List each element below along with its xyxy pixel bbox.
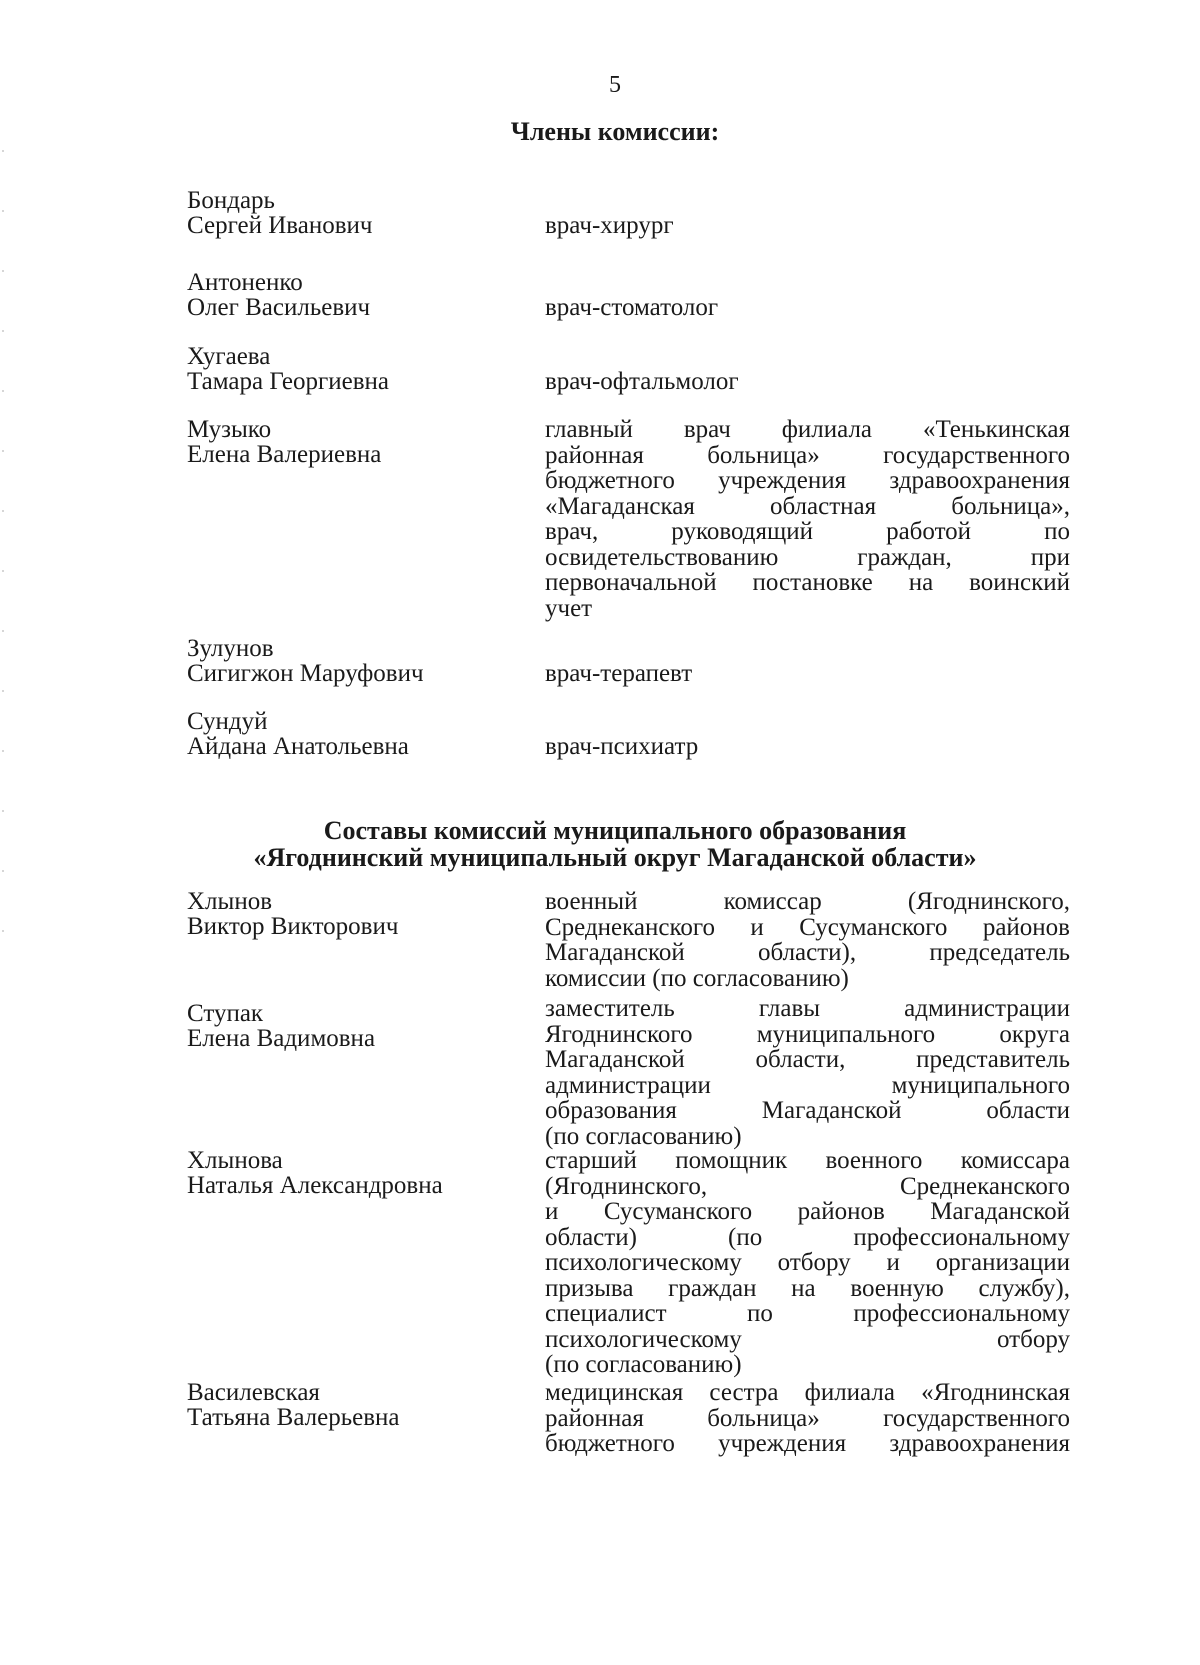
member-name-block — [187, 1380, 507, 1430]
role-line: старший помощник военного комиссара — [545, 1147, 1070, 1174]
member-name-block — [187, 709, 507, 759]
role-line: районная больница» государственного — [545, 1404, 1070, 1432]
role-line: учет — [545, 594, 593, 622]
member-name-block — [187, 889, 507, 939]
role-line: врач-хирург — [545, 212, 674, 239]
role-line: бюджетного учреждения здравоохранения — [545, 1430, 1070, 1457]
role-line: образования Магаданской области — [545, 1097, 1070, 1124]
role-line: районная больница» государственного — [545, 441, 1070, 469]
role-line: Среднеканского и Сусуманского районов — [545, 913, 1070, 941]
role-line: администрации муниципального — [545, 1071, 1070, 1099]
role-line: врач-офтальмолог — [545, 368, 739, 395]
role-line: (по согласованию) — [545, 1122, 742, 1150]
member-given-names: Елена Валериевна — [187, 441, 382, 468]
member-role — [545, 1380, 1070, 1457]
member-given-names: Олег Васильевич — [187, 294, 371, 321]
role-line: освидетельствованию граждан, при — [545, 543, 1070, 571]
role-line: Ягоднинского муниципального округа — [545, 1020, 1070, 1048]
member-surname: Бондарь — [187, 187, 275, 214]
role-line: врач, руководящий работой по — [545, 518, 1070, 545]
role-line: и Сусуманского районов Магаданской — [545, 1198, 1070, 1225]
member-name-block — [187, 1001, 507, 1051]
member-given-names: Айдана Анатольевна — [187, 733, 409, 760]
member-name-block — [187, 344, 507, 394]
member-role — [545, 417, 1070, 621]
role-line: специалист по профессиональному — [545, 1300, 1070, 1327]
member-surname: Василевская — [187, 1379, 320, 1406]
member-name-block — [187, 417, 507, 467]
section-heading-line-1: Составы комиссий муниципального образования — [323, 816, 907, 845]
page-number: 5 — [609, 72, 621, 98]
role-line: «Магаданская областная больница», — [545, 492, 1070, 520]
role-line: Магаданской области, представитель — [545, 1046, 1070, 1073]
role-line: медицинская сестра филиала «Ягоднинская — [545, 1379, 1070, 1406]
role-line: (Ягоднинского, Среднеканского — [545, 1172, 1070, 1200]
member-role — [545, 1148, 1070, 1378]
role-line: главный врач филиала «Тенькинская — [545, 416, 1070, 443]
section-heading-members: Члены комиссии: — [510, 117, 720, 146]
member-role — [545, 734, 1070, 760]
member-name-block — [187, 270, 507, 320]
member-name-block — [187, 636, 507, 686]
role-line: военный комиссар (Ягоднинского, — [545, 888, 1070, 915]
member-given-names: Наталья Александровна — [187, 1172, 443, 1199]
role-line: (по согласованию) — [545, 1351, 742, 1378]
role-line: врач-стоматолог — [545, 294, 719, 321]
role-line: врач-психиатр — [545, 733, 699, 760]
member-given-names: Елена Вадимовна — [187, 1025, 376, 1052]
member-surname: Антоненко — [187, 269, 303, 296]
member-surname: Музыко — [187, 416, 272, 443]
member-role — [545, 369, 1070, 395]
role-line: заместитель главы администрации — [545, 995, 1070, 1022]
role-line: врач-терапевт — [545, 660, 693, 687]
member-surname: Зулунов — [187, 635, 274, 662]
member-given-names: Виктор Викторович — [187, 913, 399, 940]
section-heading-line-2: «Ягоднинский муниципальный округ Магаданской области» — [253, 843, 977, 872]
member-surname: Хлынов — [187, 888, 273, 915]
member-name-block — [187, 188, 507, 238]
role-line: призыва граждан на военную службу), — [545, 1274, 1070, 1302]
member-surname: Хлынова — [187, 1147, 283, 1174]
member-given-names: Тамара Георгиевна — [187, 368, 389, 395]
member-given-names: Сигигжон Маруфович — [187, 660, 424, 687]
role-line: бюджетного учреждения здравоохранения — [545, 467, 1070, 494]
role-line: Магаданской области), председатель — [545, 939, 1070, 966]
member-role — [545, 295, 1070, 321]
member-role — [545, 889, 1070, 991]
role-line: комиссии (по согласованию) — [545, 964, 849, 992]
member-surname: Сундуй — [187, 708, 268, 735]
member-role — [545, 661, 1070, 687]
role-line: первоначальной постановке на воинский — [545, 569, 1070, 596]
member-role — [545, 213, 1070, 239]
member-given-names: Татьяна Валерьевна — [187, 1404, 400, 1431]
member-name-block — [187, 1148, 507, 1198]
member-role — [545, 996, 1070, 1149]
role-line: психологическому отбору — [545, 1325, 1070, 1353]
member-surname: Ступак — [187, 1000, 264, 1027]
member-given-names: Сергей Иванович — [187, 212, 373, 239]
role-line: области) (по профессиональному — [545, 1223, 1070, 1251]
role-line: психологическому отбору и организации — [545, 1249, 1070, 1276]
member-surname: Хугаева — [187, 343, 271, 370]
